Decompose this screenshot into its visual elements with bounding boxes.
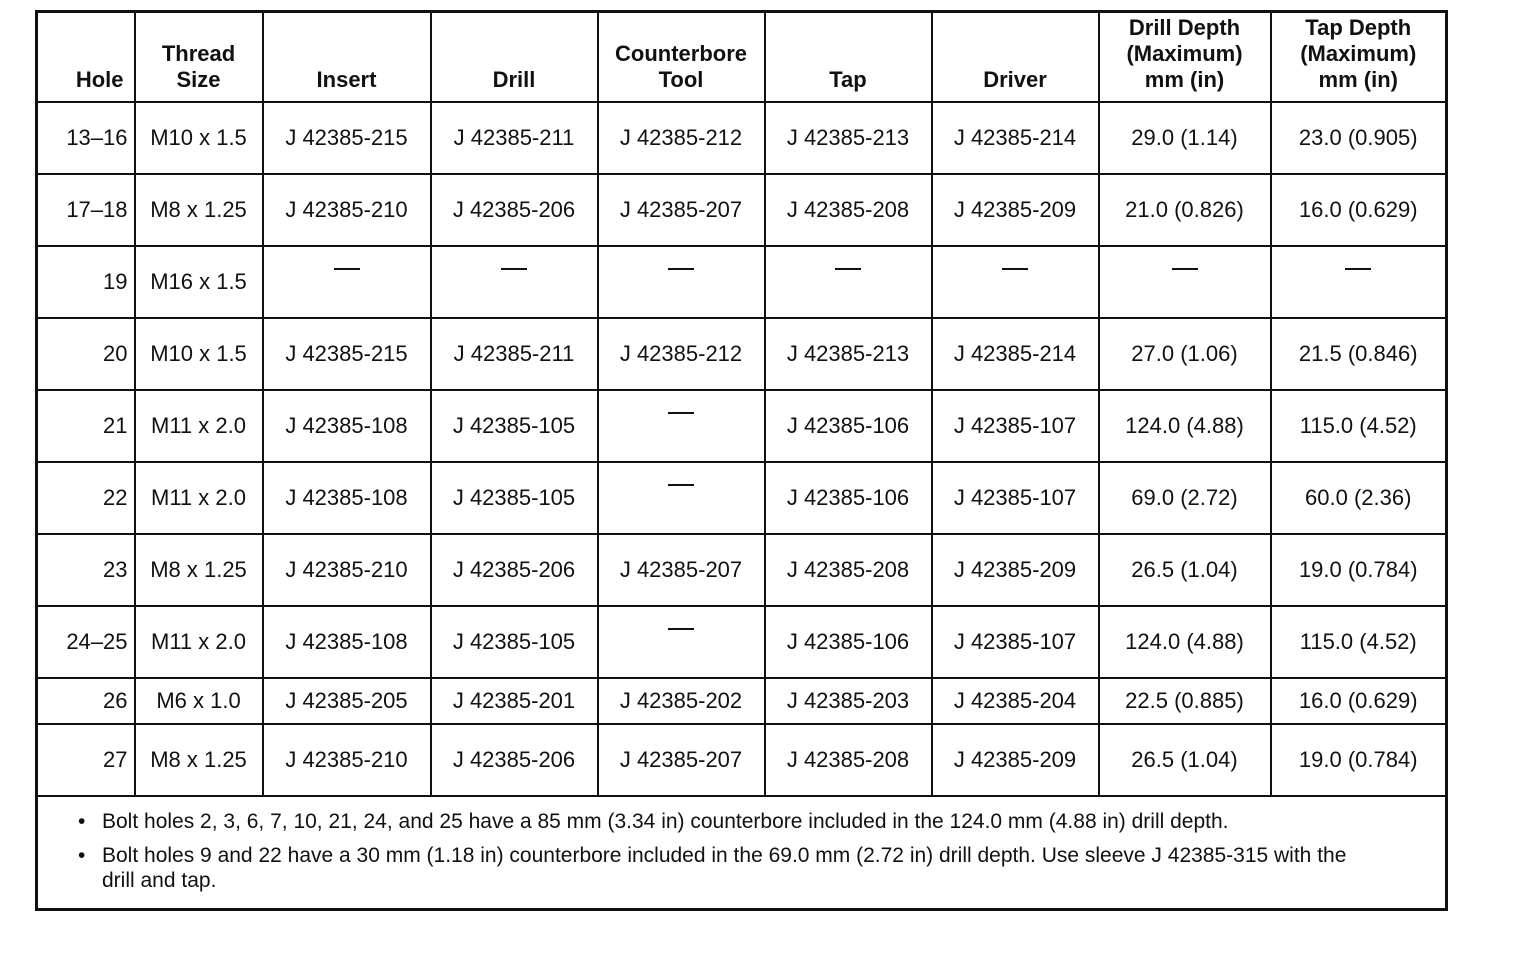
cell-thread-size: M11 x 2.0 <box>135 462 263 534</box>
header-insert: Insert <box>263 12 431 103</box>
cell-drill: J 42385-105 <box>431 606 598 678</box>
cell-thread-size: M10 x 1.5 <box>135 318 263 390</box>
note-item: • Bolt holes 9 and 22 have a 30 mm (1.18 in) counterbore included in the 69.0 mm (2.72 in) drill depth. Use sleeve J 42385-315 with the drill and tap. <box>78 843 1362 893</box>
header-row <box>37 12 1447 103</box>
empty-dash <box>668 484 694 512</box>
cell-driver: J 42385-107 <box>932 462 1099 534</box>
cell-drill-depth: 26.5 (1.04) <box>1099 534 1271 606</box>
table-row <box>37 724 1447 796</box>
cell-driver: J 42385-209 <box>932 174 1099 246</box>
header-drill-depth: Drill Depth (Maximum) mm (in) <box>1099 12 1271 103</box>
cell-insert: J 42385-108 <box>263 606 431 678</box>
empty-dash <box>668 628 694 656</box>
cell-insert: J 42385-210 <box>263 724 431 796</box>
cell-tap-depth: 60.0 (2.36) <box>1271 462 1447 534</box>
cell-drill: J 42385-211 <box>431 318 598 390</box>
cell-hole: 24–25 <box>37 606 135 678</box>
empty-dash <box>668 412 694 440</box>
cell-insert: J 42385-210 <box>263 174 431 246</box>
cell-insert <box>263 246 431 318</box>
cell-drill-depth: 27.0 (1.06) <box>1099 318 1271 390</box>
table-row <box>37 678 1447 724</box>
header-tap-depth: Tap Depth (Maximum) mm (in) <box>1271 12 1447 103</box>
header-driver: Driver <box>932 12 1099 103</box>
cell-driver: J 42385-209 <box>932 534 1099 606</box>
cell-counterbore-tool: J 42385-207 <box>598 724 765 796</box>
cell-tap-depth: 115.0 (4.52) <box>1271 606 1447 678</box>
cell-thread-size: M6 x 1.0 <box>135 678 263 724</box>
cell-drill-depth: 21.0 (0.826) <box>1099 174 1271 246</box>
table-row <box>37 534 1447 606</box>
cell-hole: 13–16 <box>37 102 135 174</box>
cell-drill-depth: 29.0 (1.14) <box>1099 102 1271 174</box>
cell-counterbore-tool <box>598 246 765 318</box>
table-row <box>37 174 1447 246</box>
cell-tap: J 42385-208 <box>765 174 932 246</box>
cell-thread-size: M8 x 1.25 <box>135 534 263 606</box>
cell-drill: J 42385-105 <box>431 390 598 462</box>
empty-dash <box>1172 268 1198 296</box>
cell-tap-depth: 16.0 (0.629) <box>1271 174 1447 246</box>
cell-tap-depth: 19.0 (0.784) <box>1271 724 1447 796</box>
cell-counterbore-tool: J 42385-207 <box>598 174 765 246</box>
cell-counterbore-tool <box>598 462 765 534</box>
cell-counterbore-tool <box>598 390 765 462</box>
cell-hole: 23 <box>37 534 135 606</box>
cell-tap: J 42385-213 <box>765 102 932 174</box>
table-row <box>37 390 1447 462</box>
cell-driver: J 42385-204 <box>932 678 1099 724</box>
cell-thread-size: M16 x 1.5 <box>135 246 263 318</box>
cell-counterbore-tool: J 42385-207 <box>598 534 765 606</box>
cell-counterbore-tool: J 42385-212 <box>598 318 765 390</box>
cell-drill: J 42385-206 <box>431 174 598 246</box>
cell-driver: J 42385-209 <box>932 724 1099 796</box>
cell-driver <box>932 246 1099 318</box>
cell-tap <box>765 246 932 318</box>
cell-tap: J 42385-208 <box>765 724 932 796</box>
cell-drill: J 42385-105 <box>431 462 598 534</box>
empty-dash <box>835 268 861 296</box>
cell-tap-depth: 115.0 (4.52) <box>1271 390 1447 462</box>
cell-thread-size: M8 x 1.25 <box>135 724 263 796</box>
cell-thread-size: M8 x 1.25 <box>135 174 263 246</box>
header-hole: Hole <box>37 12 135 103</box>
header-thread-size: Thread Size <box>135 12 263 103</box>
header-counterbore-tool: Counterbore Tool <box>598 12 765 103</box>
cell-driver: J 42385-107 <box>932 390 1099 462</box>
cell-driver: J 42385-214 <box>932 318 1099 390</box>
notes-list <box>78 809 1435 893</box>
cell-drill: J 42385-206 <box>431 534 598 606</box>
cell-thread-size: M11 x 2.0 <box>135 390 263 462</box>
cell-thread-size: M11 x 2.0 <box>135 606 263 678</box>
cell-driver: J 42385-107 <box>932 606 1099 678</box>
cell-insert: J 42385-210 <box>263 534 431 606</box>
table-row <box>37 318 1447 390</box>
cell-hole: 26 <box>37 678 135 724</box>
cell-insert: J 42385-205 <box>263 678 431 724</box>
notes-cell <box>37 796 1447 910</box>
cell-insert: J 42385-108 <box>263 462 431 534</box>
table-body <box>37 102 1447 796</box>
cell-tap: J 42385-208 <box>765 534 932 606</box>
cell-tap: J 42385-106 <box>765 606 932 678</box>
cell-drill-depth: 124.0 (4.88) <box>1099 606 1271 678</box>
cell-counterbore-tool <box>598 606 765 678</box>
empty-dash <box>501 268 527 296</box>
cell-tap-depth: 21.5 (0.846) <box>1271 318 1447 390</box>
empty-dash <box>334 268 360 296</box>
header-drill: Drill <box>431 12 598 103</box>
cell-driver: J 42385-214 <box>932 102 1099 174</box>
cell-insert: J 42385-215 <box>263 102 431 174</box>
table-row <box>37 462 1447 534</box>
empty-dash <box>1002 268 1028 296</box>
cell-counterbore-tool: J 42385-202 <box>598 678 765 724</box>
cell-drill-depth: 26.5 (1.04) <box>1099 724 1271 796</box>
bolt-hole-tool-table <box>35 10 1448 911</box>
cell-tap-depth: 16.0 (0.629) <box>1271 678 1447 724</box>
cell-drill-depth: 69.0 (2.72) <box>1099 462 1271 534</box>
cell-tap-depth: 19.0 (0.784) <box>1271 534 1447 606</box>
cell-hole: 27 <box>37 724 135 796</box>
table-row <box>37 246 1447 318</box>
cell-hole: 17–18 <box>37 174 135 246</box>
table-row <box>37 102 1447 174</box>
cell-drill-depth: 124.0 (4.88) <box>1099 390 1271 462</box>
cell-drill <box>431 246 598 318</box>
cell-hole: 19 <box>37 246 135 318</box>
cell-drill: J 42385-211 <box>431 102 598 174</box>
cell-hole: 20 <box>37 318 135 390</box>
cell-tap: J 42385-106 <box>765 390 932 462</box>
note-item: • Bolt holes 2, 3, 6, 7, 10, 21, 24, and 25 have a 85 mm (3.34 in) counterbore included in the 124.0 mm (4.88 in) drill depth. <box>78 809 1362 834</box>
table-row <box>37 606 1447 678</box>
cell-drill: J 42385-201 <box>431 678 598 724</box>
cell-tap-depth: 23.0 (0.905) <box>1271 102 1447 174</box>
cell-insert: J 42385-215 <box>263 318 431 390</box>
cell-tap: J 42385-213 <box>765 318 932 390</box>
cell-tap: J 42385-203 <box>765 678 932 724</box>
cell-drill-depth: 22.5 (0.885) <box>1099 678 1271 724</box>
cell-hole: 22 <box>37 462 135 534</box>
cell-drill-depth <box>1099 246 1271 318</box>
header-tap: Tap <box>765 12 932 103</box>
notes-row <box>37 796 1447 910</box>
cell-counterbore-tool: J 42385-212 <box>598 102 765 174</box>
cell-hole: 21 <box>37 390 135 462</box>
cell-insert: J 42385-108 <box>263 390 431 462</box>
empty-dash <box>1345 268 1371 296</box>
cell-tap: J 42385-106 <box>765 462 932 534</box>
empty-dash <box>668 268 694 296</box>
cell-tap-depth <box>1271 246 1447 318</box>
cell-drill: J 42385-206 <box>431 724 598 796</box>
cell-thread-size: M10 x 1.5 <box>135 102 263 174</box>
